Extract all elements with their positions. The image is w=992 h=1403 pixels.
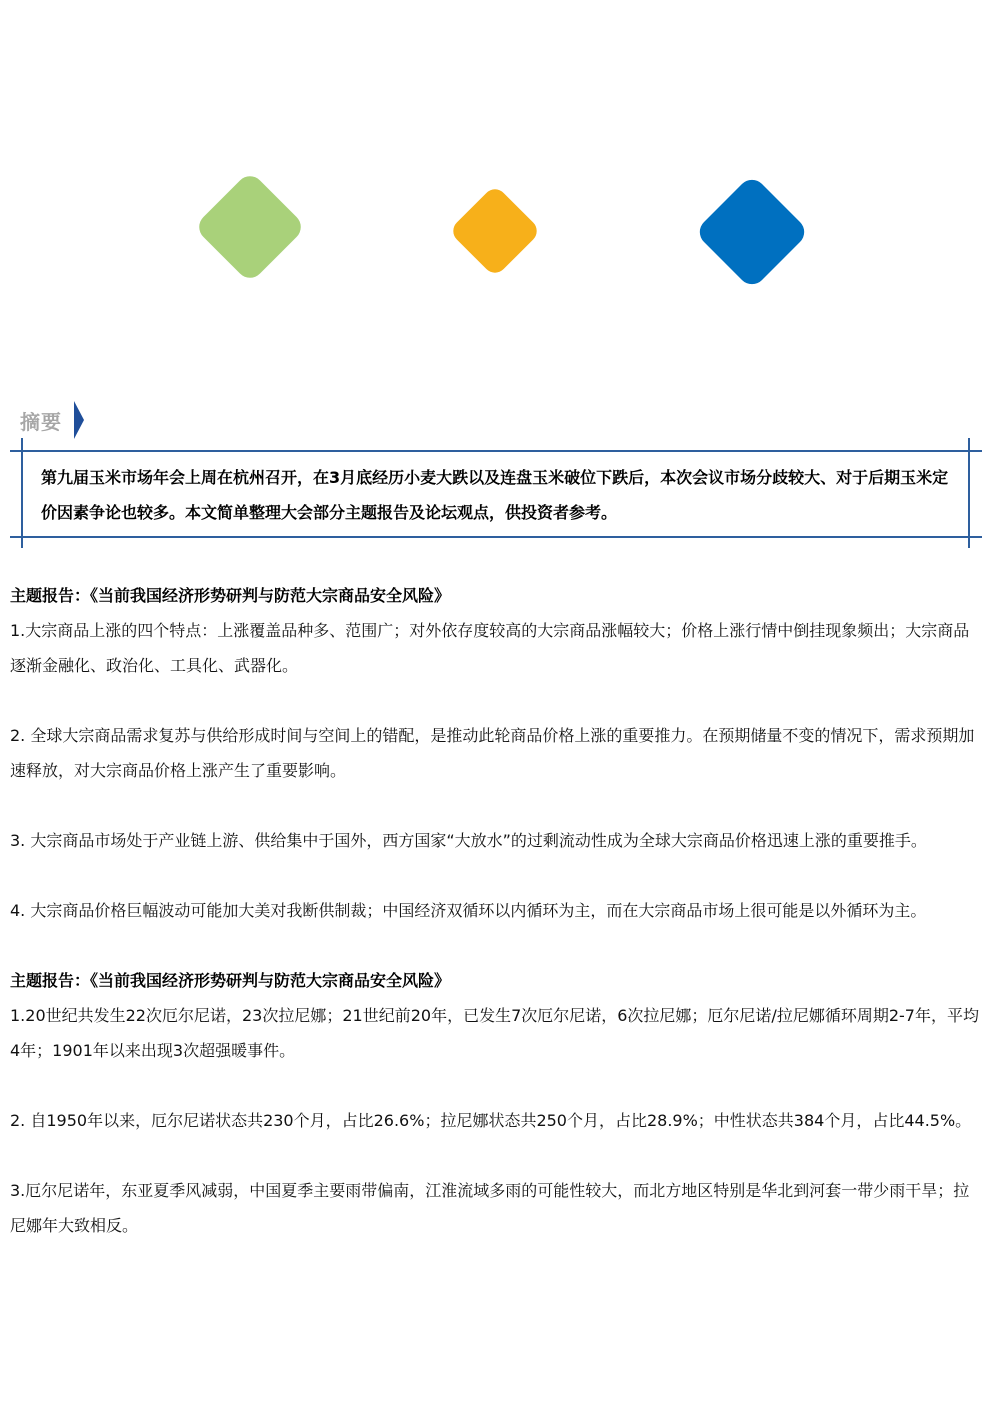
summary-top-rule bbox=[10, 450, 982, 452]
paragraph: 1.20世纪共发生22次厄尔尼诺，23次拉尼娜；21世纪前20年，已发生7次厄尔尼诺，6次拉尼娜；厄尔尼诺/拉尼娜循环周期2-7年，平均4年；1901年以来出现3次超强暖事件。 bbox=[10, 1006, 979, 1060]
paragraph: 3.厄尔尼诺年，东亚夏季风减弱，中国夏季主要雨带偏南，江淮流域多雨的可能性较大，而北方地区特别是华北到河套一带少雨干旱；拉尼娜年大致相反。 bbox=[10, 1181, 970, 1235]
summary-text: 第九届玉米市场年会上周在杭州召开，在3月底经历小麦大跌以及连盘玉米破位下跌后，本次会议市场分歧较大、对于后期玉米定价因素争论也较多。本文简单整理大会部分主题报告及论坛观点，供投资者参考。 bbox=[41, 468, 949, 522]
report-content bbox=[10, 578, 982, 1243]
paragraph: 2. 自1950年以来，厄尔尼诺状态共230个月，占比26.6%；拉尼娜状态共250个月，占比28.9%；中性状态共384个月，占比44.5%。 bbox=[10, 1111, 972, 1130]
summary-bottom-rule bbox=[10, 536, 982, 538]
summary-header bbox=[20, 400, 84, 440]
green-diamond-icon bbox=[193, 170, 306, 283]
paragraph: 2. 全球大宗商品需求复苏与供给形成时间与空间上的错配，是推动此轮商品价格上涨的重要推力。在预期储量不变的情况下，需求预期加速释放，对大宗商品价格上涨产生了重要影响。 bbox=[10, 726, 975, 780]
blue-diamond-icon bbox=[694, 174, 810, 290]
paragraph: 1.大宗商品上涨的四个特点：上涨覆盖品种多、范围广；对外依存度较高的大宗商品涨幅较大；价格上涨行情中倒挂现象频出；大宗商品逐渐金融化、政治化、工具化、武器化。 bbox=[10, 621, 970, 675]
header-graphic bbox=[0, 0, 992, 330]
arrow-right-icon bbox=[74, 401, 84, 439]
summary-right-rule bbox=[968, 438, 970, 548]
orange-diamond-icon bbox=[448, 184, 541, 277]
report-section-1 bbox=[10, 578, 982, 963]
summary-box bbox=[10, 450, 982, 536]
report-section-2 bbox=[10, 963, 982, 1243]
paragraph: 3. 大宗商品市场处于产业链上游、供给集中于国外，西方国家“大放水”的过剩流动性成为全球大宗商品价格迅速上涨的重要推手。 bbox=[10, 831, 927, 850]
paragraph: 4. 大宗商品价格巨幅波动可能加大美对我断供制裁；中国经济双循环以内循环为主，而在大宗商品市场上很可能是以外循环为主。 bbox=[10, 901, 927, 920]
summary-title: 摘要 bbox=[20, 409, 62, 434]
section-heading: 主题报告：《当前我国经济形势研判与防范大宗商品安全风险》 bbox=[10, 971, 451, 990]
summary-left-rule bbox=[21, 438, 23, 548]
section-heading: 主题报告：《当前我国经济形势研判与防范大宗商品安全风险》 bbox=[10, 586, 451, 605]
